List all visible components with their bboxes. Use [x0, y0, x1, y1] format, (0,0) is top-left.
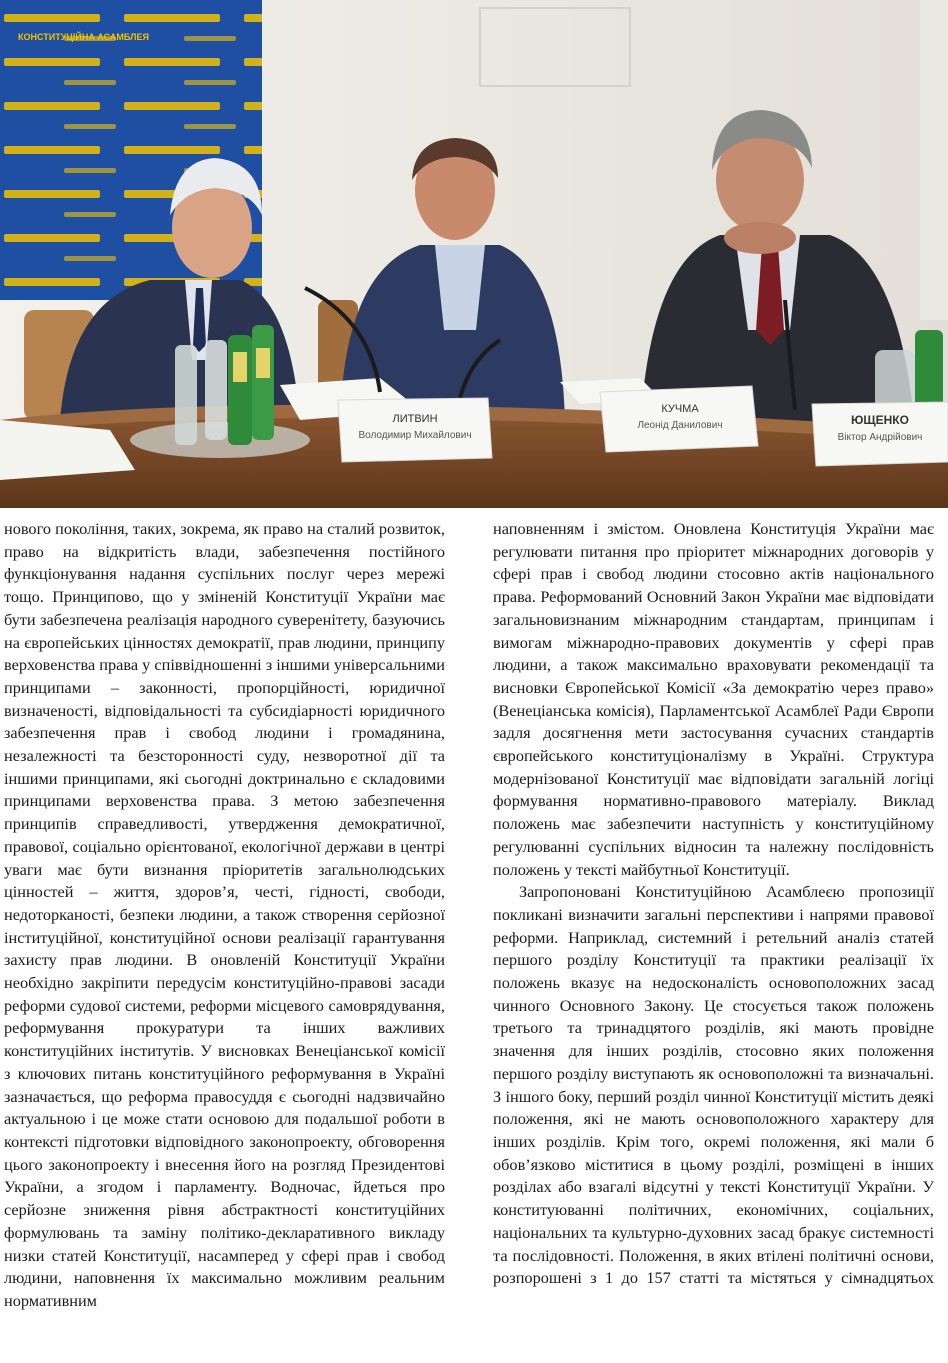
article-column-right [493, 518, 934, 1290]
photo-illustration [0, 0, 948, 508]
nameplate-yushchenko [812, 402, 948, 466]
body-paragraph: наповненням і змістом. Оновлена Конституція України має регулювати питання про пріоритет міжнародних договорів у сфері прав і свобод людини стосовно актів національного права. Реформований Основний Закон України має відповідати загальновизнаним міжнародним стандартам, принципам і вимогам міжнародно-правових документів у сфері прав людини, а також максимально враховувати рекомендації та висновки Європейської Комісії «За демократію через право» (Венеціанська комісія), Парламентської Асамблеї Ради Європи задля досягнення мети застосування сучасних стандартів європейського конституціоналізму в Україні. Структура модернізованої Конституції має відповідати загальній логіці формування нормативно-правового матеріалу. Виклад положень має забезпечити наступність у конституційному регулюванні суспільних відносин та належну послідовність положень у тексті майбутньої Конституції. [493, 519, 934, 879]
conference-photo [0, 0, 948, 508]
nameplate-surname: КУЧМА [661, 403, 699, 415]
nameplate-fullname: Віктор Андрійович [837, 432, 923, 443]
body-paragraph: Запропоновані Конституційною Асамблеєю пропозиції покликані визначити загальні перспективи і напрями правової реформи. Наприклад, системний і ретельний аналіз статей першого розділу Конституції та практики реалізації їх положень вказує на недосконалість основоположних засад чинного Основного Закону. Це стосується також положень третього та тринадцятого розділів, які мають провідне значення для інших розділів, стосовно яких положення першого розділу виступають як основоположні та визначальні. З іншого боку, перший розділ чинної Конституції містить деякі положення, які не мають основоположного характеру для інших розділів. Крім того, окремі положення, які мали б обов’язково міститися в цьому розділі, розміщені в інших розділах або взагалі відсутні у тексті Конституції України. У конституюванні політичних, економічних, соціальних, національних та культурно-духовних засад бракує системності та послідовності. Положення, в яких втілені політичні основи, розпорошені з 1 до 157 статті та містяться у сімнадцятьох [493, 882, 934, 1288]
nameplate-lytvyn [338, 398, 492, 462]
backdrop-label: КОНСТИТУЦІЙНА АСАМБЛЕЯ [18, 32, 149, 42]
nameplate-surname: ЮЩЕНКО [851, 413, 909, 427]
nameplate-fullname: Володимир Михайлович [358, 430, 472, 441]
nameplate-kuchma [600, 386, 758, 452]
body-paragraph: нового покоління, таких, зокрема, як право на сталий розвиток, право на відкритість влади, забезпечення постійного функціонування надання суспільних послуг через мережі тощо. Принципово, що у зміненій Конституції України має бути забезпечена реалізація народного суверенітету, базуючись на європейських цінностях демократії, прав людини, принципу верховенства права у співвідношенні з іншими універсальними принципами – законності, пропорційності, юридичної визначеності, відповідальності та субсидіарності юридичного забезпечення прав і свобод людини і громадянина, незалежності та безсторонності суду, незворотної дії та іншими принципами, які сьогодні доктринально є складовими принципами верховенства права. З метою забезпечення принципів справедливості, утвердження демократичної, правової, соціально орієнтованої, екологічної держави в центрі уваги має бути визнання пріоритетів загальнолюдських цінностей – життя, здоров’я, честі, гідності, свободи, недоторканості, безпеки людини, а також створення серйозної інституційної, конституційної основи реалізації гарантування захисту прав людини. В оновленій Конституції України необхідно закріпити передусім конституційно-правові засади реформи судової системи, реформи місцевого самоврядування, реформування прокуратури та інших важливих конституційних інститутів. У висновках Венеціанської комісії з ключових питань конституційного реформування в Україні зазначається, що реформа правосуддя є сьогодні надзвичайно актуальною і це може стати основою для подальшої роботи в контексті підготовки відповідного законопроекту, обговорення цього законопроекту і внесення його на розгляд Президентові України, а згодом і парламенту. Водночас, йдеться про серйозне зниження рівня абстрактності конституційних формулювань та заміну політико-декларативного викладу низки статей Конституції, насамперед у сфері прав і свобод людини, наповнення їх максимально можливим реальним нормативним [4, 519, 445, 1310]
article-column-left [4, 518, 445, 1313]
nameplate-fullname: Леонід Данилович [637, 420, 723, 431]
nameplate-surname: ЛИТВИН [392, 413, 438, 425]
wall-edge [920, 0, 948, 320]
